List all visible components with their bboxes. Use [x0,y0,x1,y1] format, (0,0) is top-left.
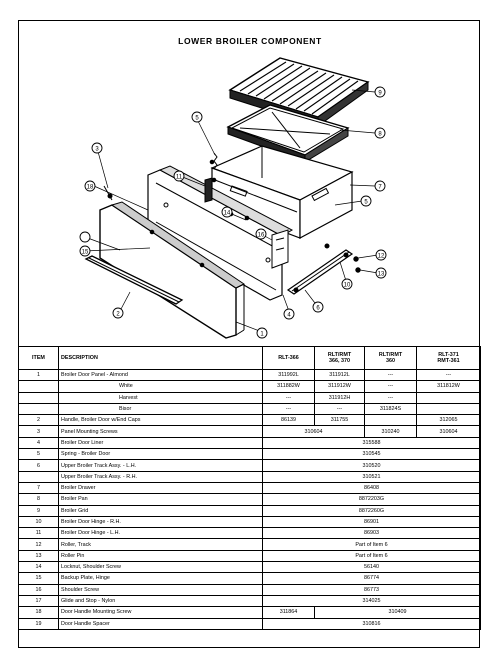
cell-item [19,403,59,414]
cell-item: 10 [19,516,59,527]
cell-c3: --- [365,381,417,392]
table-row [19,516,481,527]
callout-10: 10 [343,282,351,289]
cell-item: 18 [19,607,59,618]
cell-c3: 310240 [365,426,417,437]
table-row [19,505,481,516]
table-row [19,550,481,561]
table-row [19,449,481,460]
cell-desc: Broiler Door Liner [59,437,263,448]
table-row [19,437,481,448]
cell-desc: Panel Mounting Screws [59,426,263,437]
cell-c1: 311864 [263,607,315,618]
cell-c1: 311992L [263,370,315,381]
callout-12: 12 [377,253,385,260]
cell-desc: Broiler Grid [59,505,263,516]
cell-item: 19 [19,618,59,629]
cell-item: 6 [19,460,59,471]
table-row [19,573,481,584]
cell-span: 8872260G [263,505,481,516]
parts-table [18,346,481,630]
col-model-4: RLT-371 RMT-361 [417,347,481,370]
table-row [19,607,481,618]
cell-desc: Broiler Door Panel - Almond [59,370,263,381]
cell-c4: 311812W [417,381,481,392]
cell-desc: Handle, Broiler Door w/End Caps [59,415,263,426]
cell-span: 310545 [263,449,481,460]
col-model-3: RLT/RMT 360 [365,347,417,370]
cell-c1: --- [263,403,315,414]
cell-c3: 311824S [365,403,417,414]
table-row [19,562,481,573]
callout-4: 4 [287,312,291,319]
table-row [19,494,481,505]
cell-c4 [417,403,481,414]
cell-item: 16 [19,584,59,595]
callout-7: 7 [378,184,382,191]
callout-14: 14 [223,210,231,217]
callout-3: 3 [95,146,99,153]
cell-item: 7 [19,482,59,493]
table-row [19,539,481,550]
cell-span: 310520 [263,460,481,471]
cell-item: 9 [19,505,59,516]
cell-c1: --- [263,392,315,403]
cell-c2: 311912W [315,381,365,392]
cell-desc: Broiler Pan [59,494,263,505]
cell-c3: --- [365,392,417,403]
cell-item: 17 [19,595,59,606]
cell-item: 4 [19,437,59,448]
cell-desc: Shoulder Screw [59,584,263,595]
cell-span: 56140 [263,562,481,573]
cell-span: 310816 [263,618,481,629]
cell-span: Part of Item 6 [263,539,481,550]
cell-desc: Broiler Drawer [59,482,263,493]
cell-desc: Upper Broiler Track Assy. - L.H. [59,460,263,471]
callout-16: 16 [257,232,265,239]
cell-item: 5 [19,449,59,460]
cell-desc: Roller, Track [59,539,263,550]
table-row [19,618,481,629]
cell-c4: --- [417,370,481,381]
cell-c1: 86139 [263,415,315,426]
table-row [19,370,481,381]
cell-c4: 312065 [417,415,481,426]
cell-span: 86903 [263,528,481,539]
cell-desc: Broiler Door Hinge - R.H. [59,516,263,527]
table-row [19,426,481,437]
table-row [19,392,481,403]
cell-desc: Bisor [59,403,263,414]
cell-item: 2 [19,415,59,426]
table-row [19,471,481,482]
table-row [19,528,481,539]
cell-item: 12 [19,539,59,550]
callout-13: 13 [377,271,385,278]
table-row [19,415,481,426]
table-row [19,460,481,471]
cell-desc: Glide and Stop - Nylon [59,595,263,606]
cell-span: 314025 [263,595,481,606]
cell-c4: 310604 [417,426,481,437]
col-item: ITEM [19,347,59,370]
cell-item [19,471,59,482]
page-title: LOWER BROILER COMPONENT [178,36,322,46]
cell-c4 [417,392,481,403]
cell-span: 8872203G [263,494,481,505]
cell-desc: Door Handle Mounting Screw [59,607,263,618]
callout-5b: 5 [195,115,199,122]
upper-broiler-track [288,250,352,294]
cell-desc: Upper Broiler Track Assy. - R.H. [59,471,263,482]
cell-span: 86774 [263,573,481,584]
callout-11: 11 [175,174,183,181]
callout-9: 9 [378,90,382,97]
cell-span: 86408 [263,482,481,493]
cell-c1: 311882W [263,381,315,392]
col-model-1: RLT-366 [263,347,315,370]
cell-item: 13 [19,550,59,561]
callout-2: 2 [116,311,120,318]
cell-c234: 310409 [315,607,481,618]
cell-c12: 310604 [263,426,365,437]
callout-8: 8 [378,131,382,138]
table-row [19,403,481,414]
cell-desc: Door Handle Spacer [59,618,263,629]
callout-1: 1 [260,331,264,338]
cell-span: 86901 [263,516,481,527]
cell-span: Part of Item 6 [263,550,481,561]
cell-item: 8 [19,494,59,505]
cell-desc: Harvest [59,392,263,403]
cell-c2: 311755 [315,415,365,426]
cell-desc: Backup Plate, Hinge [59,573,263,584]
table-row [19,584,481,595]
table-row [19,482,481,493]
callout-15: 15 [81,249,89,256]
cell-desc: Roller Pin [59,550,263,561]
col-description: DESCRIPTION [59,347,263,370]
cell-desc: Spring - Broiler Door [59,449,263,460]
cell-desc: White [59,381,263,392]
cell-item [19,381,59,392]
cell-c2: 311912L [315,370,365,381]
cell-c2: 311912H [315,392,365,403]
cell-item: 3 [19,426,59,437]
callout-18: 18 [86,184,94,191]
cell-span: 310521 [263,471,481,482]
col-model-2: RLT/RMT 366, 370 [315,347,365,370]
cell-span: 315588 [263,437,481,448]
cell-item [19,392,59,403]
callout-6: 6 [316,305,320,312]
table-row [19,381,481,392]
cell-item: 15 [19,573,59,584]
cell-span: 86773 [263,584,481,595]
cell-item: 11 [19,528,59,539]
cell-c2: --- [315,403,365,414]
parts-table-header [19,347,481,370]
cell-c3 [365,415,417,426]
cell-desc: Broiler Door Hinge - L.H. [59,528,263,539]
cell-item: 14 [19,562,59,573]
callout-5: 5 [364,199,368,206]
cell-c3: --- [365,370,417,381]
table-row [19,595,481,606]
cell-desc: Locknut, Shoulder Screw [59,562,263,573]
cell-item: 1 [19,370,59,381]
